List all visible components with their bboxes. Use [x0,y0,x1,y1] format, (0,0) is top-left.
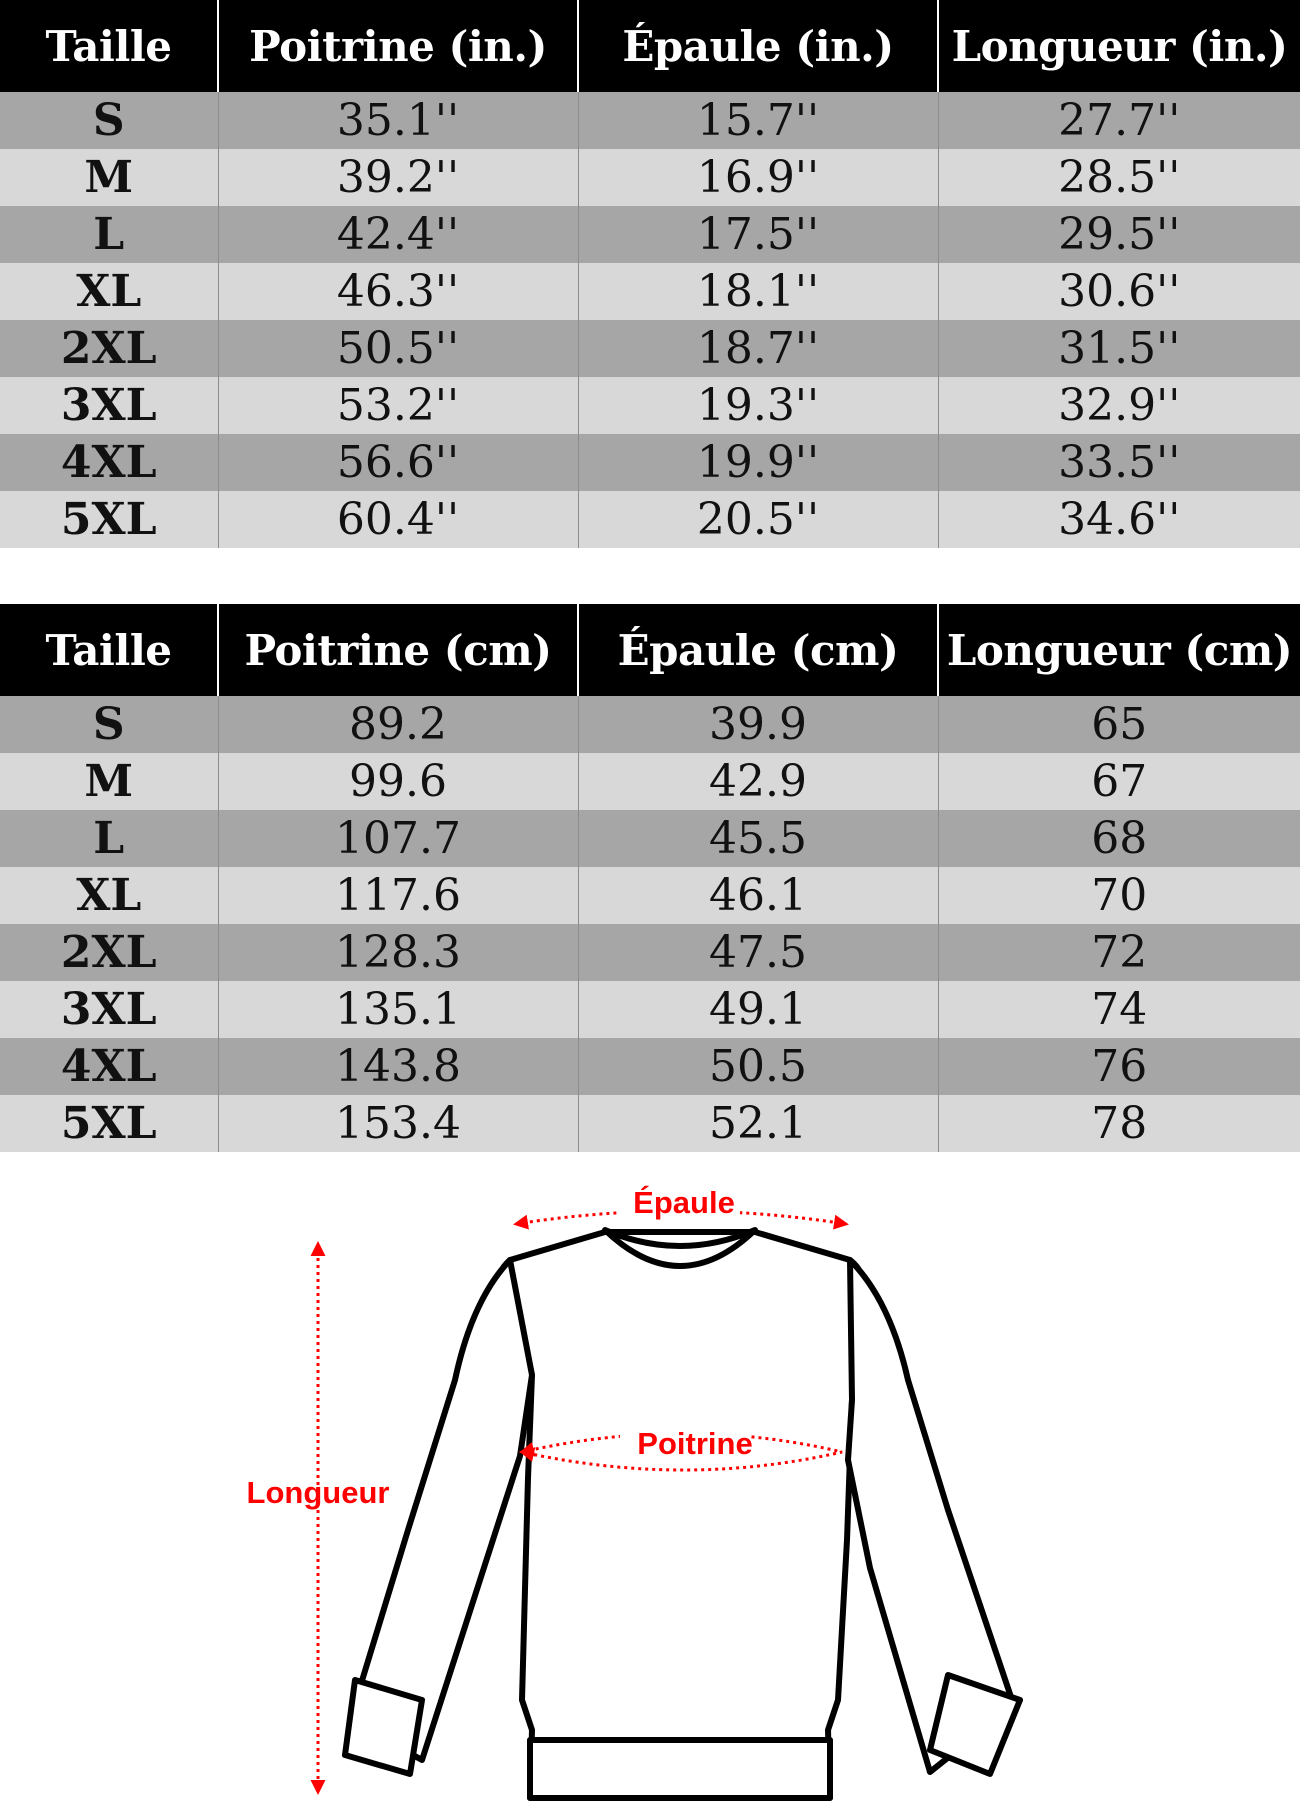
table-row [0,206,1300,263]
shoulder-cell: 52.1 [578,1095,938,1152]
shoulder-cell: 47.5 [578,924,938,981]
length-cell: 70 [938,867,1300,924]
length-cell: 27.7'' [938,92,1300,149]
size-cell: L [0,810,218,867]
chest-cell: 135.1 [218,981,578,1038]
size-cell: S [0,696,218,753]
size-cell: 4XL [0,434,218,491]
chest-cell: 128.3 [218,924,578,981]
chest-cell: 107.7 [218,810,578,867]
length-cell: 29.5'' [938,206,1300,263]
shoulder-cell: 49.1 [578,981,938,1038]
shoulder-cell: 17.5'' [578,206,938,263]
table-row [0,867,1300,924]
size-cell: XL [0,263,218,320]
chest-cell: 56.6'' [218,434,578,491]
sweatshirt-left-cuff [345,1680,422,1774]
shoulder-cell: 18.1'' [578,263,938,320]
length-cell: 34.6'' [938,491,1300,548]
length-cell: 65 [938,696,1300,753]
table-row [0,1038,1300,1095]
length-cell: 67 [938,753,1300,810]
table-row [0,810,1300,867]
length-label: Longueur [246,1475,390,1510]
shoulder-cell: 18.7'' [578,320,938,377]
shoulder-cell: 46.1 [578,867,938,924]
chest-cell: 153.4 [218,1095,578,1152]
table-row [0,320,1300,377]
size-cell: 3XL [0,377,218,434]
table-row [0,924,1300,981]
shoulder-label: Épaule [633,1185,735,1220]
shoulder-cell: 45.5 [578,810,938,867]
header-chest: Poitrine (cm) [218,604,578,696]
length-cell: 68 [938,810,1300,867]
measurement-diagram [0,1160,1300,1802]
header-length: Longueur (cm) [938,604,1300,696]
table-header-row [0,0,1300,92]
length-cell: 74 [938,981,1300,1038]
chest-cell: 39.2'' [218,149,578,206]
chest-cell: 99.6 [218,753,578,810]
shoulder-cell: 15.7'' [578,92,938,149]
table-row [0,696,1300,753]
length-cell: 31.5'' [938,320,1300,377]
table-row [0,753,1300,810]
shoulder-cell: 50.5 [578,1038,938,1095]
length-cell: 76 [938,1038,1300,1095]
header-size: Taille [0,0,218,92]
table-row [0,434,1300,491]
length-cell: 30.6'' [938,263,1300,320]
header-shoulder: Épaule (in.) [578,0,938,92]
chest-cell: 50.5'' [218,320,578,377]
size-cell: S [0,92,218,149]
length-cell: 33.5'' [938,434,1300,491]
table-row [0,377,1300,434]
table-row [0,263,1300,320]
shoulder-cell: 19.9'' [578,434,938,491]
length-cell: 32.9'' [938,377,1300,434]
size-table-centimeters [0,604,1300,1152]
table-row [0,981,1300,1038]
shoulder-cell: 20.5'' [578,491,938,548]
length-cell: 78 [938,1095,1300,1152]
size-cell: M [0,149,218,206]
size-cell: 5XL [0,491,218,548]
size-cell: 2XL [0,320,218,377]
sweatshirt-body [500,1232,860,1798]
chest-label: Poitrine [637,1426,753,1461]
chest-cell: 117.6 [218,867,578,924]
size-cell: 2XL [0,924,218,981]
table-row [0,491,1300,548]
shoulder-cell: 42.9 [578,753,938,810]
shoulder-cell: 19.3'' [578,377,938,434]
chest-cell: 143.8 [218,1038,578,1095]
header-shoulder: Épaule (cm) [578,604,938,696]
size-cell: M [0,753,218,810]
chest-cell: 46.3'' [218,263,578,320]
sweatshirt-outline-icon [345,1230,1020,1798]
shoulder-cell: 16.9'' [578,149,938,206]
table-header-row [0,604,1300,696]
header-length: Longueur (in.) [938,0,1300,92]
size-cell: 3XL [0,981,218,1038]
table-row [0,1095,1300,1152]
table-row [0,92,1300,149]
chest-cell: 35.1'' [218,92,578,149]
size-table-inches [0,0,1300,548]
chest-cell: 53.2'' [218,377,578,434]
size-cell: L [0,206,218,263]
size-cell: 5XL [0,1095,218,1152]
length-cell: 28.5'' [938,149,1300,206]
sweatshirt-waistband [530,1740,830,1798]
size-cell: XL [0,867,218,924]
chest-cell: 42.4'' [218,206,578,263]
header-chest: Poitrine (in.) [218,0,578,92]
table-row [0,149,1300,206]
shoulder-cell: 39.9 [578,696,938,753]
length-cell: 72 [938,924,1300,981]
size-cell: 4XL [0,1038,218,1095]
chest-cell: 89.2 [218,696,578,753]
header-size: Taille [0,604,218,696]
chest-cell: 60.4'' [218,491,578,548]
